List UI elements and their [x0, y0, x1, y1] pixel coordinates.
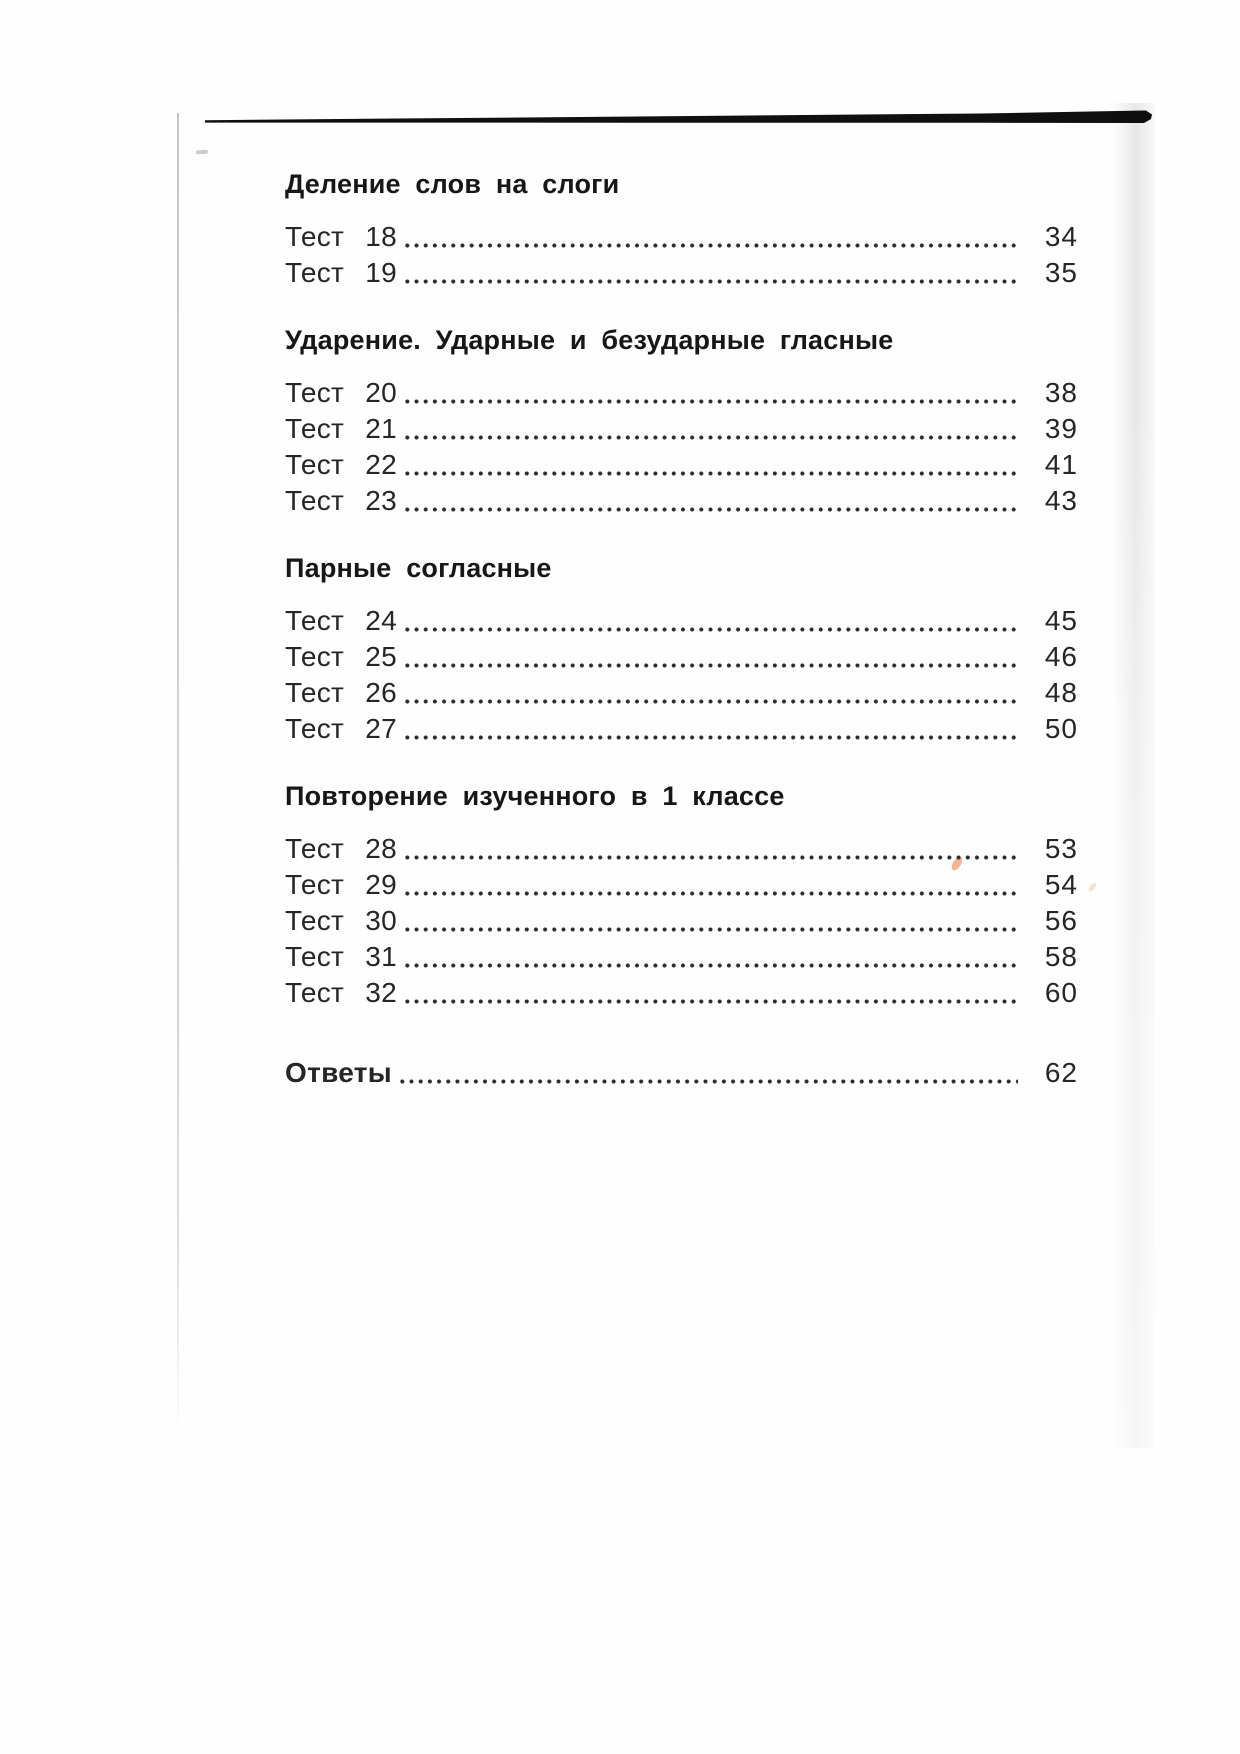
toc-entry: [285, 675, 1078, 711]
toc-entry: [285, 219, 1078, 255]
toc-entry-answers: [285, 1055, 1078, 1091]
toc-entry: [285, 831, 1078, 867]
toc-entry: [285, 639, 1078, 675]
toc-entry-label: Тест 24: [285, 605, 397, 636]
dot-leader: [405, 927, 1018, 932]
toc-entry: [285, 711, 1078, 747]
toc-entry-label: Тест 29: [285, 869, 397, 900]
dot-leader: [405, 999, 1018, 1004]
dot-leader: [405, 507, 1018, 512]
toc-entry: [285, 603, 1078, 639]
toc-entry-page: 62: [1044, 1057, 1078, 1088]
scan-artifact-speck-faint: [1087, 882, 1097, 893]
dot-leader: [405, 855, 1018, 860]
toc-entry-page: 53: [1044, 833, 1078, 864]
toc-entry-page: 60: [1044, 977, 1078, 1008]
dot-leader: [405, 735, 1018, 740]
toc-entry-label: Тест 22: [285, 449, 397, 480]
toc-entry-label: Тест 28: [285, 833, 397, 864]
toc-entry-label: Тест 30: [285, 905, 397, 936]
toc-entry-label: Тест 18: [285, 221, 397, 252]
dot-leader: [405, 663, 1018, 668]
toc-entry-page: 54: [1044, 869, 1078, 900]
toc-entry: [285, 411, 1078, 447]
right-page-edge-shadow: [1112, 103, 1155, 1448]
section-heading: Ударение. Ударные и безударные гласные: [285, 325, 894, 355]
dot-leader: [405, 399, 1018, 404]
dot-leader: [405, 435, 1018, 440]
toc-entry-page: 38: [1044, 377, 1078, 408]
toc-entry: [285, 483, 1078, 519]
scan-artifact-dash: [196, 150, 208, 155]
toc-entry-page: 58: [1044, 941, 1078, 972]
toc-entry-page: 34: [1044, 221, 1078, 252]
toc-entry-label: Ответы: [285, 1057, 392, 1088]
toc-entry-label: Тест 19: [285, 257, 397, 288]
section-heading: Повторение изученного в 1 классе: [285, 781, 785, 811]
toc-entry: [285, 375, 1078, 411]
toc-entry-page: 45: [1044, 605, 1078, 636]
toc-entry-page: 39: [1044, 413, 1078, 444]
toc-entry-label: Тест 26: [285, 677, 397, 708]
toc-entry-label: Тест 27: [285, 713, 397, 744]
toc-entry-label: Тест 23: [285, 485, 397, 516]
toc-entry-label: Тест 32: [285, 977, 397, 1008]
toc-entry-page: 43: [1044, 485, 1078, 516]
toc-entry: [285, 939, 1078, 975]
toc-entry-label: Тест 31: [285, 941, 397, 972]
toc-entry-label: Тест 25: [285, 641, 397, 672]
dot-leader: [405, 243, 1018, 248]
section-heading: Деление слов на слоги: [285, 169, 620, 199]
toc-entry-page: 46: [1044, 641, 1078, 672]
section-entries: [285, 375, 1078, 519]
section-entries: [285, 831, 1078, 1011]
toc-entry: [285, 255, 1078, 291]
left-page-edge-line: [177, 113, 179, 1438]
toc-entry-page: 41: [1044, 449, 1078, 480]
toc-entry-page: 56: [1044, 905, 1078, 936]
toc-section: [285, 169, 1078, 291]
toc-entry: [285, 903, 1078, 939]
dot-leader: [405, 963, 1018, 968]
toc-section: [285, 553, 1078, 747]
dot-leader: [400, 1079, 1018, 1084]
dot-leader: [405, 279, 1018, 284]
toc-entry: [285, 447, 1078, 483]
toc-entry-page: 50: [1044, 713, 1078, 744]
dot-leader: [405, 891, 1018, 896]
toc-entry-label: Тест 20: [285, 377, 397, 408]
dot-leader: [405, 699, 1018, 704]
toc-entry-label: Тест 21: [285, 413, 397, 444]
toc-section: [285, 325, 1078, 519]
section-heading: Парные согласные: [285, 553, 552, 583]
dot-leader: [405, 627, 1018, 632]
toc-entry-page: 35: [1044, 257, 1078, 288]
toc-entry: [285, 867, 1078, 903]
section-entries: [285, 219, 1078, 291]
toc-entry: [285, 975, 1078, 1011]
dot-leader: [405, 471, 1018, 476]
toc-section: [285, 781, 1078, 1011]
toc: [285, 169, 1078, 1091]
toc-entry-page: 48: [1044, 677, 1078, 708]
page-top-scan-line: [0, 0, 1240, 160]
section-entries: [285, 603, 1078, 747]
